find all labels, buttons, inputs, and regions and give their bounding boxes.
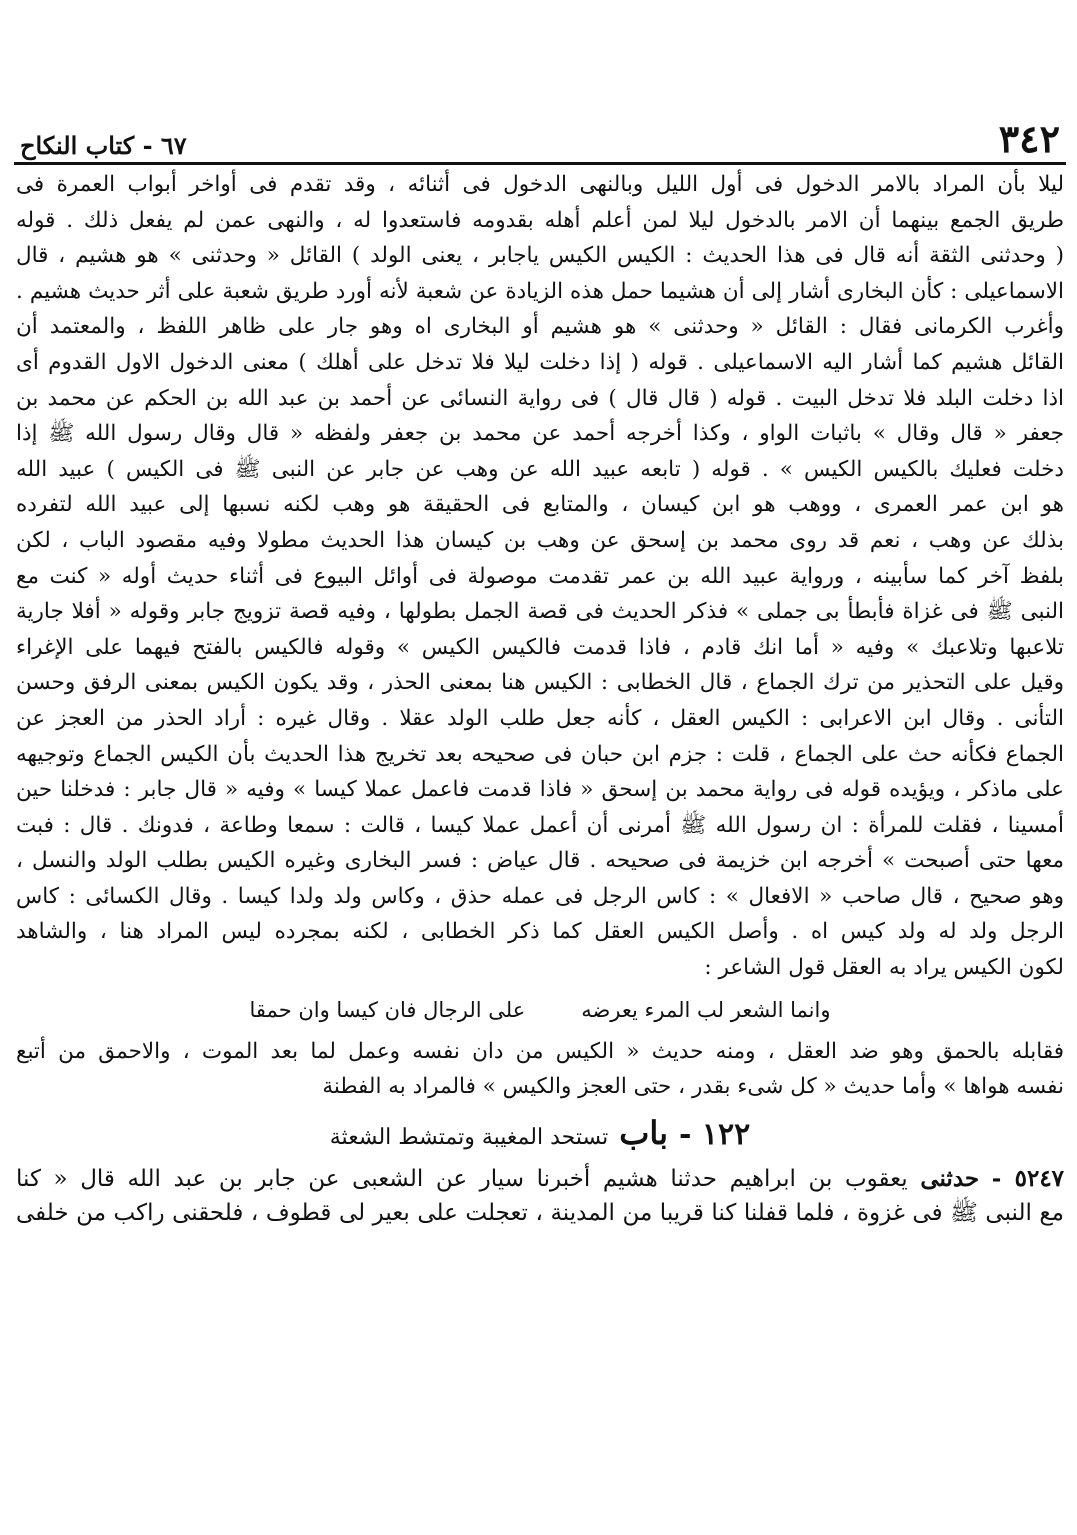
hadith-text	[14, 1161, 1066, 1232]
chapter-number: ١٢٢ -	[678, 1116, 751, 1152]
text-line-11: بذلك عن وهب ، نعم قد روى محمد بن إسحق عن وهب بن كيسان هذا الحديث مطولا وفيه مقصود الباب ، لكن	[16, 527, 1064, 553]
text-line-20: معها حتى أصبحت » أخرجه ابن خزيمة فى صحيحه . قال عياض : فسر البخارى وغيره الكيس بطلب الولد والنسل ،	[16, 848, 1064, 874]
text-line-after-verse-2: نفسه هواها » وأما حديث « كل شىء بقدر ، حتى العجز والكيس » فالمراد به الفطنة	[322, 1074, 1064, 1100]
text-line-6: القائل هشيم كما أشار اليه الاسماعيلى . قوله ( إذا دخلت ليلا فلا تدخل على أهلك ) معنى الدخول الاول القدوم أى	[16, 349, 1064, 375]
text-line-4: الاسماعيلى : كأن البخارى أشار إلى أن هشيما حمل هذه الزيادة عن شعبة لأنه أورد طريق شعبة على أثر حديث هشيم .	[16, 278, 1064, 304]
text-line-after-verse-1: فقابله بالحمق وهو ضد العقل ، ومنه حديث « الكيس من دان نفسه وعمل لما بعد الموت ، والاحمق من أتبع	[16, 1038, 1064, 1064]
text-line-14: تلاعبها وتلاعبك » وفيه « أما انك قادم ، فاذا قدمت فالكيس الكيس » وقوله فالكيس بالفتح فيهما على الإغراء	[16, 634, 1064, 660]
text-line-1: ليلا بأن المراد بالامر الدخول فى أول الليل وبالنهى الدخول فى أثنائه ، وقد تقدم فى أواخر أبواب العمرة فى	[16, 172, 1064, 197]
page-number: ٣٤٢	[998, 116, 1060, 161]
verse-hemistich-second: على الرجال فان كيسا وان حمقا	[249, 997, 526, 1022]
chapter-title: تستحد المغيبة وتمتشط الشعثة	[329, 1124, 609, 1150]
text-line-18: على ماذكر ، ويؤيده قوله فى رواية محمد بن إسحق « فاذا قدمت فاعمل عملا كيسا » وفيه « قال جابر : فدخلنا حين	[16, 777, 1064, 803]
hadith-lead-word: حدثنى	[920, 1164, 980, 1192]
hadith-line-1	[14, 1161, 1066, 1197]
text-line-7: اذا دخلت البلد فلا تدخل البيت . قوله ( قال قال ) فى رواية النسائى عن أحمد بن عبد الله بن الحكم عن محمد بن	[16, 385, 1064, 411]
text-line-10: هو ابن عمر العمرى ، ووهب هو ابن كيسان ، والمتابع فى الحقيقة هو وهب لكنه نسبها إلى عبيد الله لتفرده	[16, 492, 1064, 518]
hadith-line-1-text: يعقوب بن ابراهيم حدثنا هشيم أخبرنا سيار عن الشعبى عن جابر بن عبد الله قال « كنا	[16, 1165, 908, 1192]
running-chapter-title: ٦٧ - كتاب النكاح	[20, 131, 187, 160]
text-line-13: النبى ﷺ فى غزاة فأبطأ بى جملى » فذكر الحديث فى قصة الجمل بطولها ، وفيه قصة تزويج جابر وقوله « أفلا جارية	[16, 599, 1064, 625]
hadith-number: ٥٢٤٧ -	[991, 1164, 1065, 1192]
text-line-15: وقيل على التحذير من ترك الجماع ، قال الخطابى : الكيس هنا بمعنى الحذر ، وقد يكون الكيس بمعنى الرفق وحسن	[16, 670, 1064, 696]
text-line-19: أمسينا ، فقلت للمرأة : ان رسول الله ﷺ أمرنى أن أعمل عملا كيسا ، قالت : سمعا وطاعة ، فدونك . قال : فبت	[16, 812, 1064, 838]
chapter-bab-word: باب	[619, 1113, 668, 1152]
page-header	[14, 108, 1066, 165]
text-line-8: جعفر « قال وقال » باثبات الواو ، وكذا أخرجه أحمد عن محمد بن جعفر ولفظه « قال وقال رسول الله ﷺ إذا	[16, 421, 1064, 447]
text-line-2: طريق الجمع بينهما أن الامر بالدخول ليلا لمن أعلم أهله بقدومه فاستعدوا له ، والنهى عمن لم يفعل ذلك . قوله	[16, 207, 1064, 233]
verse-hemistich-first: وانما الشعر لب المرء يعرضه	[581, 997, 831, 1022]
text-line-22: الرجل ولد له ولد كيس اه . وأصل الكيس العقل كما ذكر الخطابى ، لكنه بمجرده ليس المراد هنا ، والشاهد	[16, 919, 1064, 945]
poetry-verse	[14, 986, 1066, 1034]
chapter-heading	[14, 1105, 1066, 1161]
text-line-5: وأغرب الكرمانى فقال : القائل « وحدثنى » هو هشيم أو البخارى اه وهو جار على ظاهر اللفظ ، والمعتمد أن	[16, 314, 1064, 340]
text-line-3: ( وحدثنى الثقة أنه قال فى هذا الحديث : الكيس الكيس ياجابر ، يعنى الولد ) القائل « وحدثنى » هو هشيم ، قال	[16, 243, 1064, 269]
text-line-9: دخلت فعليك بالكيس الكيس » . قوله ( تابعه عبيد الله عن وهب عن جابر عن النبى ﷺ فى الكيس ) عبيد الله	[16, 456, 1064, 482]
text-line-12: بلفظ آخر كما سأبينه ، ورواية عبيد الله بن عمر تقدمت موصولة فى أوائل البيوع فى أثناء حديث أوله « كنت مع	[16, 563, 1064, 589]
commentary-text	[14, 165, 1066, 1105]
text-line-21: وهو صحيح ، قال صاحب « الافعال » : كاس الرجل فى عمله حذق ، وكاس ولد ولدا كيسا . وقال الكسائى : كاس	[16, 883, 1064, 909]
text-line-17: الجماع فكأنه حث على الجماع ، قلت : جزم ابن حبان فى صحيحه بعد تخريج هذا الحديث بأن الكيس الجماع وتوجيهه	[16, 741, 1064, 767]
book-page	[14, 108, 1066, 1232]
text-line-23: لكون الكيس يراد به العقل قول الشاعر :	[704, 955, 1064, 981]
hadith-line-2: مع النبى ﷺ فى غزوة ، فلما قفلنا كنا قريبا من المدينة ، تعجلت على بعير لى قطوف ، فلحقنى راكب من خلفى	[16, 1200, 1064, 1227]
text-line-16: التأنى . وقال ابن الاعرابى : الكيس العقل ، كأنه جعل طلب الولد عقلا . وقال غيره : أراد الحذر من العجز عن	[16, 705, 1064, 731]
